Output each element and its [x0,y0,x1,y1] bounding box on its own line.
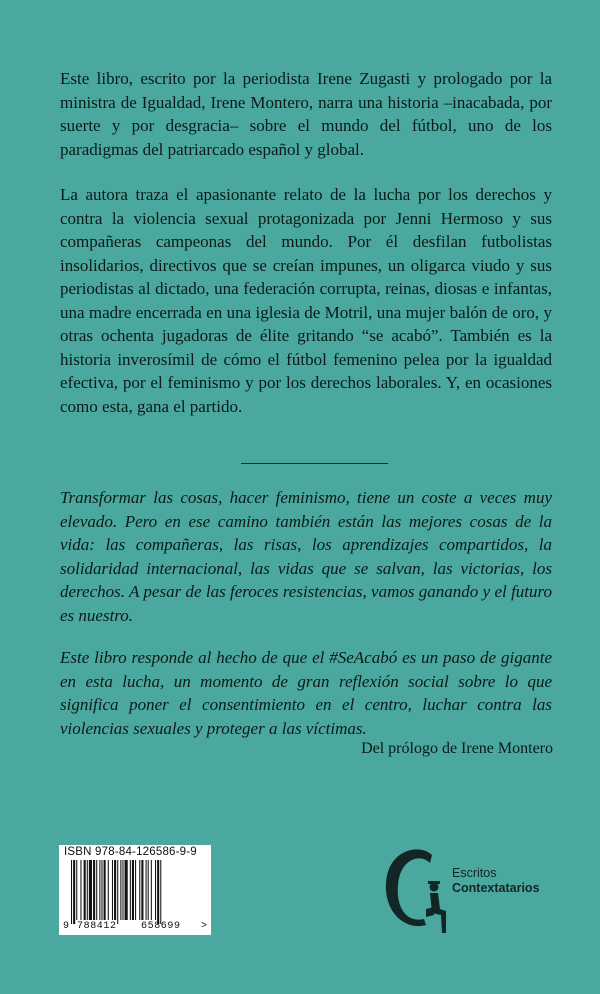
barcode-bar [89,860,92,920]
barcode-bar [130,860,131,920]
barcode-bar [157,860,159,924]
barcode-bar [139,860,140,920]
barcode-bar [96,860,97,920]
barcode-bar [99,860,100,920]
barcode-bar [112,860,113,920]
publisher-name-line-2: Contextatarios [452,881,540,895]
barcode-arrow: > [201,921,208,932]
synopsis-text-2: La autora traza el apasionante relato de la lucha por los derechos y contra la violencia sexual protagonizada por Jenni Hermoso y sus compañeras campeonas del mundo. Por él desfilan futbolistas insolidarios, directivos que se creían impunes, un oligarca viudo y sus periodistas al dictado, una federación corrupta, reinas, diosas e infantas, una madre encerrada en una iglesia de Motril, una mujer balón de oro, y otras ochenta jugadoras de élite gritando “se acabó”. También es la historia inverosímil de cómo el fútbol femenino pelea por la igualdad efectiva, por el feminismo y por los derechos laborales. Y, en ocasiones como esta, gana el partido. [60,185,552,416]
barcode-bar [108,860,109,920]
barcode-bar [122,860,123,920]
barcode-bar [101,860,102,920]
barcode-bar [114,860,116,920]
quote-text-2: Este libro responde al hecho de que el #SeAcabó es un paso de gigante en esta lucha, un momento de gran reflexión social sobre lo que significa poner el consentimiento en el centro, luchar contra las violencias sexuales y proteger a las víctimas. [60,648,552,738]
barcode-bar [160,860,161,924]
quote-attribution: Del prólogo de Irene Montero [361,740,553,757]
barcode-bar [104,860,106,920]
barcode-bar [135,860,136,920]
barcode-bar [132,860,134,920]
barcode-bar [155,860,156,920]
barcode-bar [73,860,75,924]
isbn-barcode [59,845,211,935]
barcode-bar [80,860,81,920]
synopsis-paragraph-1 [60,67,552,161]
barcode-bar [148,860,149,920]
barcode-bar [117,860,118,924]
synopsis-paragraph-2 [60,183,552,418]
synopsis-text-1: Este libro, escrito por la periodista Irene Zugasti y prologado por la ministra de Igualdad, Irene Montero, narra una historia –inacabada, por suerte y por desgracia– sobre el mundo del fútbol, uno de los paradigmas del patriarcado español y global. [60,69,552,159]
barcode-bar [71,860,72,924]
quote-text-1: Transformar las cosas, hacer feminismo, tiene un coste a veces muy elevado. Pero en ese camino también están las mejores cosas de la vida: las compañeras, las risas, los aprendizajes compartidos, la solidaridad internacional, las vidas que se salvan, las victorias, los derechos. A pesar de las feroces resistencias, vamos ganando y el futuro es nuestro. [60,488,552,625]
publisher-logo [380,845,560,945]
divider-line [241,463,388,464]
isbn-label: ISBN 978-84-126586-9-9 [64,846,197,858]
prologue-quote-2 [60,646,552,740]
publisher-name-line-1: Escritos [452,866,497,880]
barcode-bar [151,860,152,920]
barcode-digits-left: 788412 [77,921,117,932]
barcode-bar [141,860,143,920]
seated-figure-c-logo-icon [380,845,452,945]
prologue-quote-1 [60,486,552,627]
barcode-bar [84,860,86,920]
barcode-bar [120,860,121,920]
barcode-bar [76,860,77,920]
barcode-digits-right: 658699 [141,921,181,932]
barcode-bar [87,860,88,920]
barcode-bar [146,860,147,920]
barcode-bar [93,860,95,920]
barcode-digit-first: 9 [63,921,70,932]
barcode-bar [125,860,128,920]
